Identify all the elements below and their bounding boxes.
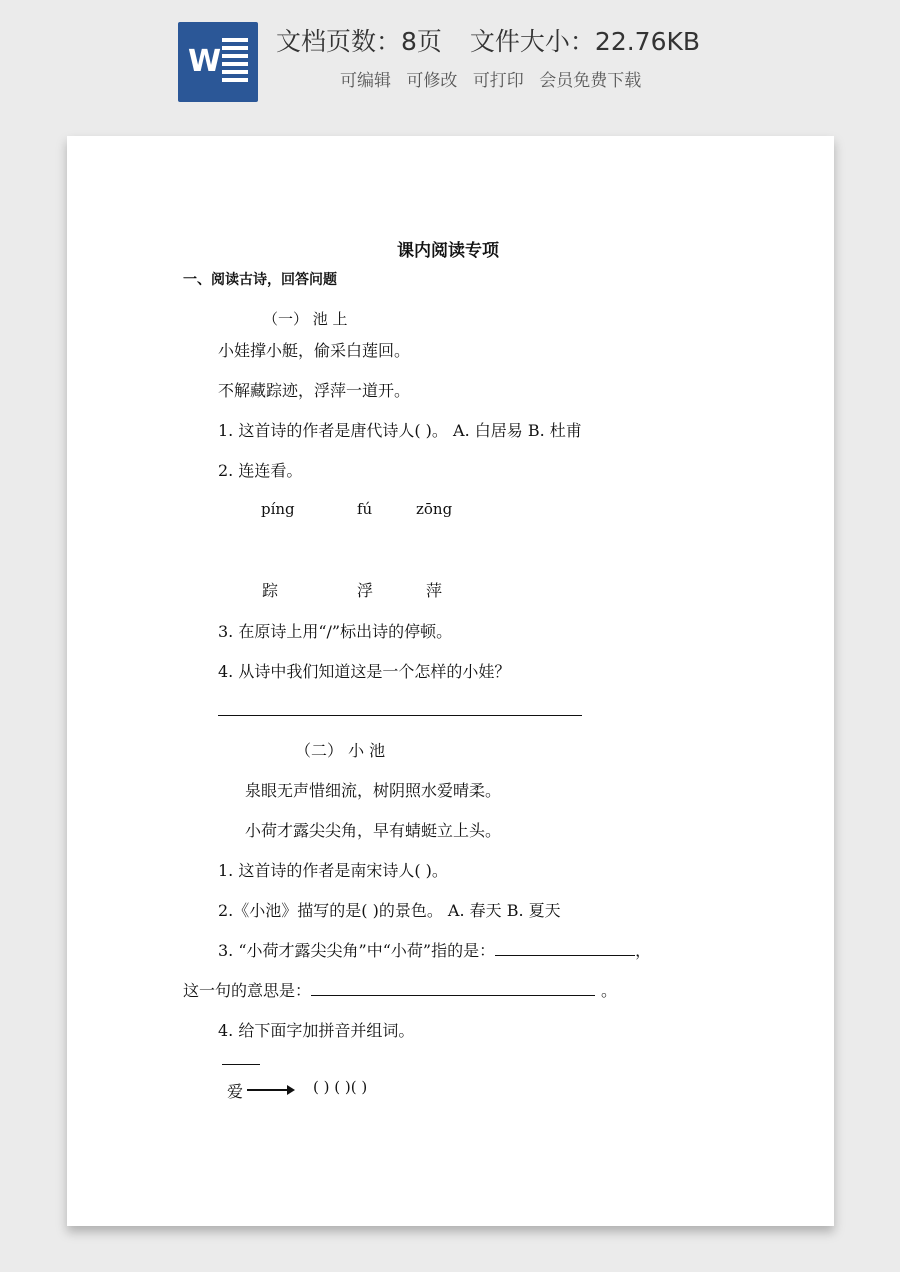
word-logo-letter: W	[188, 44, 222, 79]
poem1-question3: 3. 在原诗上用“/”标出诗的停顿。	[218, 622, 453, 641]
pinyin-ping: píng	[261, 500, 295, 518]
document-lines-icon	[222, 38, 248, 86]
document-page	[67, 136, 834, 1226]
doc-title: 课内阅读专项	[397, 241, 499, 261]
pinyin-zong: zōng	[416, 500, 453, 518]
answer-blank	[495, 941, 635, 956]
poem1-question1: 1. 这首诗的作者是唐代诗人( )。 A. 白居易 B. 杜甫	[218, 421, 582, 440]
tag-modifiable: 可修改	[406, 71, 458, 91]
poem1-line1: 小娃撑小艇，偷采白莲回。	[218, 341, 411, 360]
tag-member-free: 会员免费下载	[539, 71, 642, 91]
question3b-text: 这一句的意思是：	[183, 981, 312, 1000]
arrow-icon	[247, 1089, 293, 1091]
file-stats	[276, 22, 700, 58]
page-count: 文档页数：8页	[276, 27, 442, 56]
char-ai: 爱	[227, 1082, 244, 1101]
pinyin-fu: fú	[357, 500, 373, 518]
poem1-question4: 4. 从诗中我们知道这是一个怎样的小娃？	[218, 662, 511, 681]
file-size: 文件大小：22.76KB	[469, 27, 701, 56]
answer-line	[218, 715, 582, 716]
poem2-question3a	[218, 938, 651, 961]
poem2-question1: 1. 这首诗的作者是南宋诗人( )。	[218, 861, 448, 880]
poem1-question2: 2. 连连看。	[218, 461, 303, 480]
file-info-header	[0, 0, 900, 120]
pinyin-blank	[222, 1064, 260, 1065]
word-document-icon	[178, 22, 258, 102]
char-fu: 浮	[357, 581, 374, 600]
tag-printable: 可打印	[472, 71, 524, 91]
word-blanks: ( ) ( )( )	[313, 1078, 368, 1096]
poem2-line2: 小荷才露尖尖角，早有蜻蜓立上头。	[245, 821, 502, 840]
poem2-line1: 泉眼无声惜细流，树阴照水爱晴柔。	[245, 781, 502, 800]
question3a-text: 3. “小荷才露尖尖角”中“小荷”指的是：	[218, 941, 496, 960]
poem2-question2: 2.《小池》描写的是( )的景色。 A. 春天 B. 夏天	[218, 901, 561, 920]
answer-blank	[311, 981, 595, 996]
question3b-period: 。	[601, 981, 618, 1000]
poem2-question4: 4. 给下面字加拼音并组词。	[218, 1021, 415, 1040]
char-zong: 踪	[262, 581, 279, 600]
poem1-heading: （一） 池 上	[263, 310, 348, 328]
poem1-line2: 不解藏踪迹，浮萍一道开。	[218, 381, 411, 400]
section-heading: 一、阅读古诗，回答问题	[183, 272, 337, 288]
char-ping: 萍	[426, 581, 443, 600]
poem2-heading: （二） 小 池	[295, 741, 386, 760]
feature-tags	[340, 66, 651, 91]
tag-editable: 可编辑	[340, 71, 391, 91]
question3a-comma: ，	[635, 941, 652, 960]
poem2-question3b	[183, 978, 617, 1001]
